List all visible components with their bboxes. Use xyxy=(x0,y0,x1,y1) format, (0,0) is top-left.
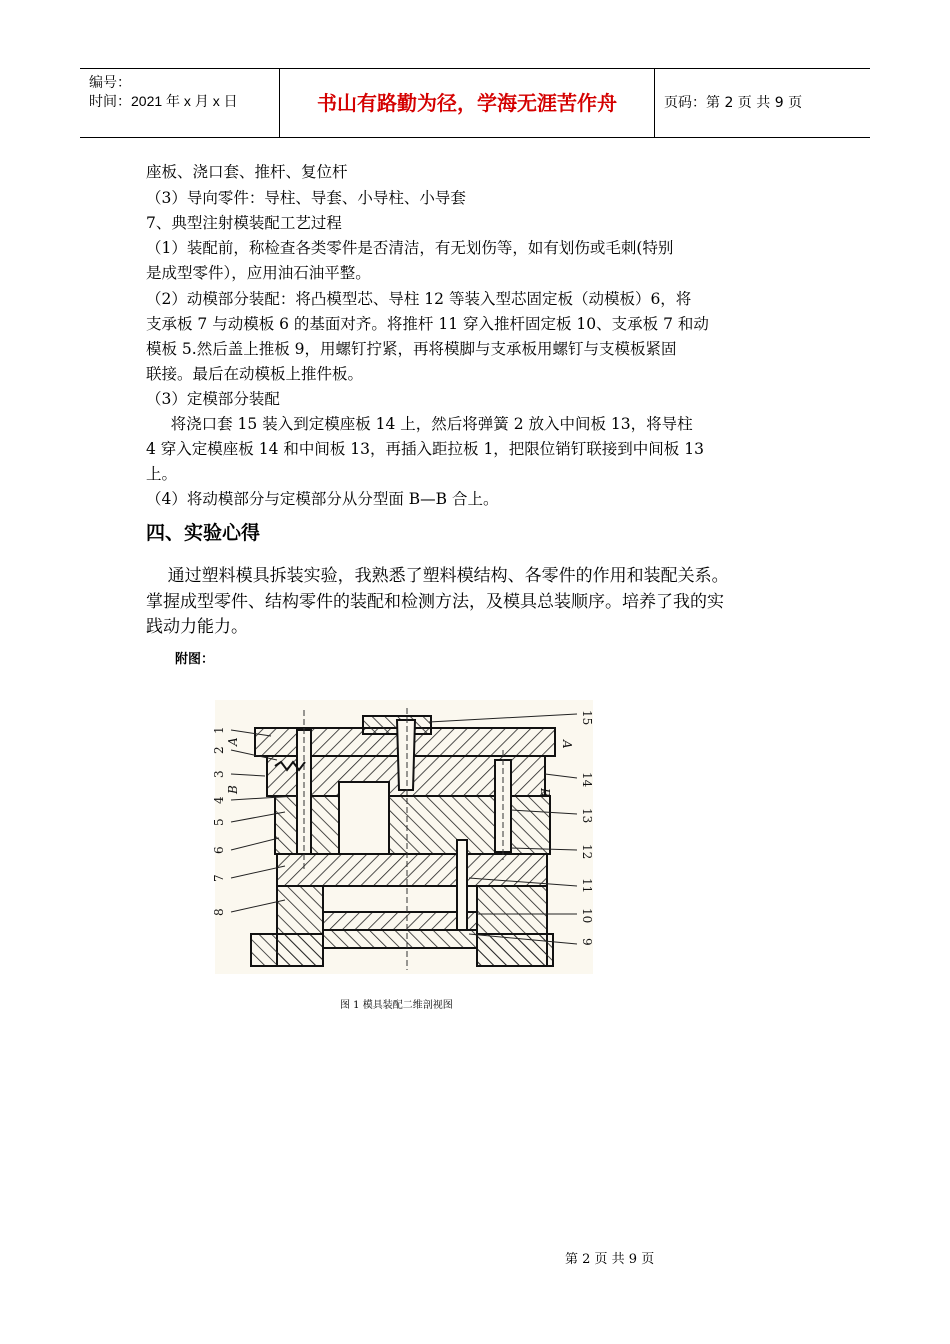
header-meta xyxy=(80,69,280,137)
text-line: （3）导向零件：导柱、导套、小导柱、小导套 xyxy=(146,189,466,207)
label-left: B xyxy=(226,785,240,794)
label-right: 12 xyxy=(580,844,594,860)
label-right: 9 xyxy=(580,938,594,946)
text-line: （1）装配前，称检查各类零件是否清洁，有无划伤等，如有划伤或毛刺(特别 xyxy=(146,239,674,257)
label-left: 8 xyxy=(212,908,226,916)
mold-section-drawing xyxy=(212,700,594,974)
text-line: 支承板 7 与动模板 6 的基面对齐。将推杆 11 穿入推杆固定板 10、支承板 7 和动 xyxy=(146,315,709,333)
text-line: 将浇口套 15 装入到定模座板 14 上，然后将弹簧 2 放入中间板 13，将导柱 xyxy=(146,415,693,433)
label-left: 6 xyxy=(212,846,226,854)
figure-caption: 图 1 模具装配二维剖视图 xyxy=(340,1000,453,1011)
label-left: 5 xyxy=(212,818,226,826)
label-right: A xyxy=(560,740,574,749)
header-page-info: 页码：第 2 页 共 9 页 xyxy=(664,95,803,111)
label-left: 7 xyxy=(212,874,226,882)
label-left: A xyxy=(226,737,240,746)
text-line: （3）定模部分装配 xyxy=(146,390,280,408)
label-right: 15 xyxy=(580,710,594,726)
text-line: 4 穿入定模座板 14 和中间板 13，再插入距拉板 1，把限位销钉联接到中间板 13 xyxy=(146,440,704,458)
mold-structure xyxy=(251,716,555,966)
page-header xyxy=(80,68,870,138)
text-line: 践动力能力。 xyxy=(146,617,248,637)
document-number: 编号： xyxy=(89,74,131,90)
text-line: 通过塑料模具拆装实验，我熟悉了塑料模结构、各零件的作用和装配关系。 xyxy=(146,566,729,586)
label-left: 3 xyxy=(212,770,226,778)
attachment-label: 附图： xyxy=(175,652,215,667)
label-right: 11 xyxy=(580,878,594,894)
document-date: 时间：2021 年 x 月 x 日 xyxy=(89,93,238,109)
text-line: 是成型零件），应用油石油平整。 xyxy=(146,264,371,282)
label-left: 4 xyxy=(212,796,226,804)
text-line: （4）将动模部分与定模部分从分型面 B—B 合上。 xyxy=(146,490,499,508)
text-line: 上。 xyxy=(146,465,178,483)
text-line: （2）动模部分装配：将凸模型芯、导柱 12 等装入型芯固定板（动模板）6，将 xyxy=(146,290,692,308)
section-title: 四、实验心得 xyxy=(146,522,261,544)
label-right: 13 xyxy=(580,808,594,824)
header-motto: 书山有路勤为径，学海无涯苦作舟 xyxy=(280,69,655,137)
text-line: 7、典型注射模装配工艺过程 xyxy=(146,214,342,232)
mold-diagram xyxy=(212,700,594,974)
text-line: 联接。最后在动模板上推件板。 xyxy=(146,365,364,383)
label-left: 1 xyxy=(212,726,226,734)
label-right: 14 xyxy=(580,772,594,788)
label-right: B xyxy=(538,788,552,797)
text-line: 掌握成型零件、结构零件的装配和检测方法，及模具总装顺序。培养了我的实 xyxy=(146,592,724,612)
label-left: 2 xyxy=(212,746,226,754)
page-footer: 第 2 页 共 9 页 xyxy=(565,1252,655,1267)
text-line: 座板、浇口套、推杆、复位杆 xyxy=(146,163,348,181)
label-right: 10 xyxy=(580,908,594,924)
text-line: 模板 5.然后盖上推板 9，用螺钉拧紧，再将模脚与支承板用螺钉与支模板紧固 xyxy=(146,340,677,358)
